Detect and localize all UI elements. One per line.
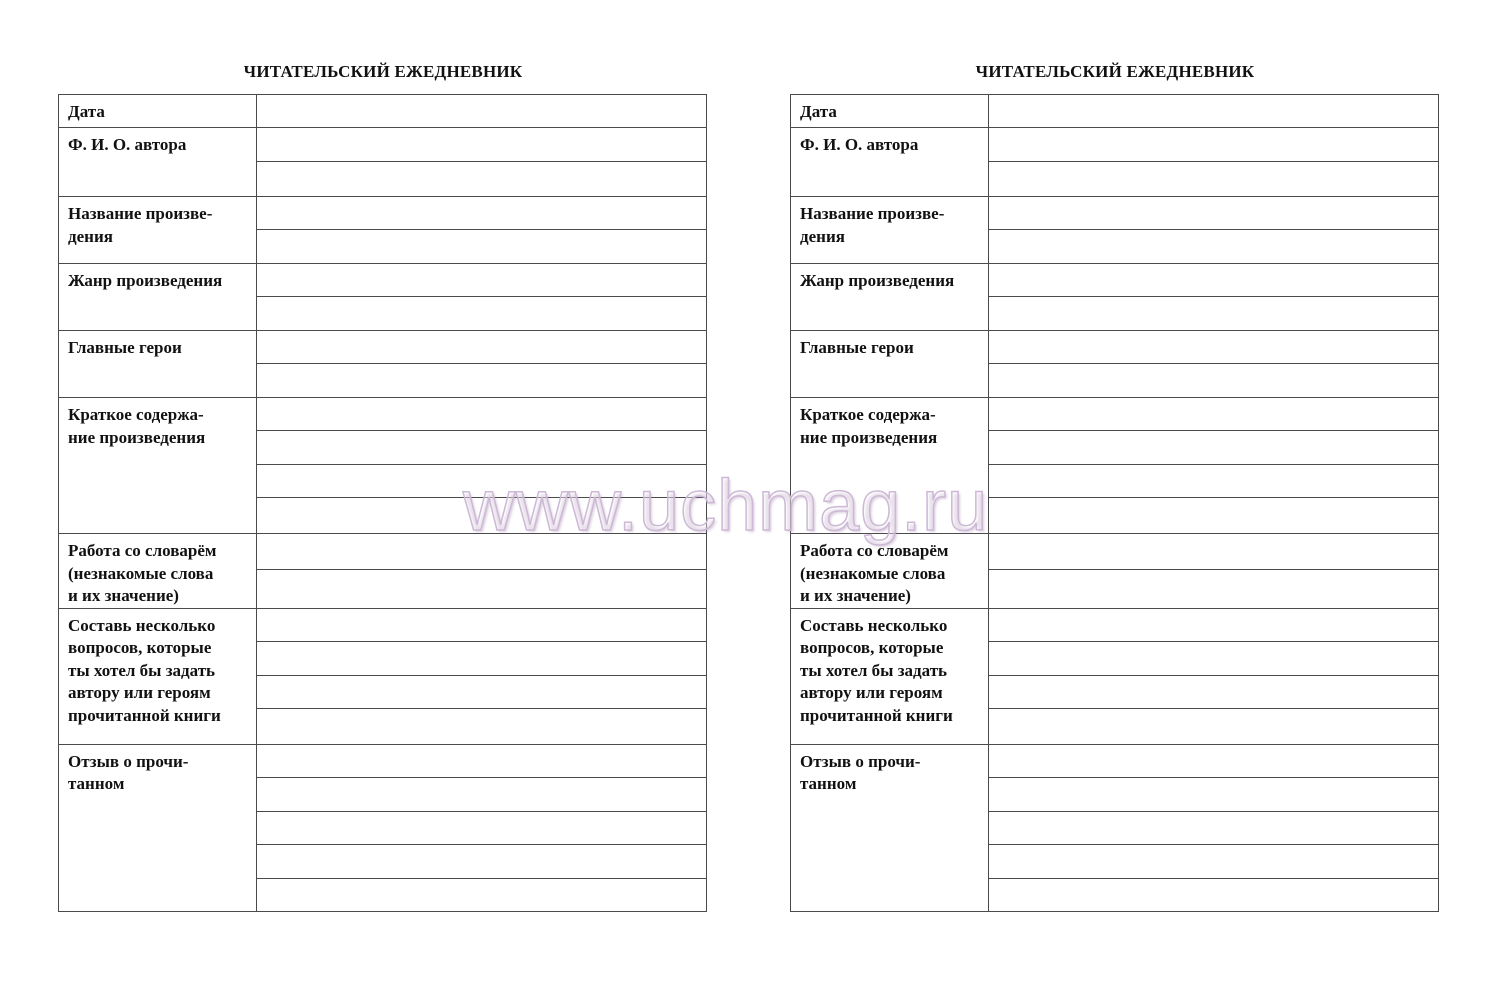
diary-row <box>791 331 1439 364</box>
page-title: ЧИТАТЕЛЬСКИЙ ЕЖЕДНЕВНИК <box>975 62 1255 81</box>
diary-row <box>59 398 707 431</box>
writing-line[interactable] <box>989 708 1439 744</box>
diary-row <box>59 128 707 162</box>
diary-row <box>791 128 1439 162</box>
field-label: Жанр произведения <box>59 264 257 331</box>
writing-line[interactable] <box>257 569 707 608</box>
diary-page-right <box>790 0 1440 1003</box>
watermark: www.uchmag.ru <box>463 466 989 546</box>
writing-line[interactable] <box>257 465 707 498</box>
writing-line[interactable] <box>989 431 1439 465</box>
writing-line[interactable] <box>989 498 1439 534</box>
writing-line[interactable] <box>257 641 707 675</box>
writing-line[interactable] <box>257 498 707 534</box>
field-label: Ф. И. О. автора <box>791 128 989 197</box>
writing-line[interactable] <box>257 364 707 398</box>
writing-line[interactable] <box>989 398 1439 431</box>
diary-row <box>59 331 707 364</box>
diary-row <box>791 534 1439 570</box>
diary-row <box>59 744 707 777</box>
writing-line[interactable] <box>257 708 707 744</box>
field-label: Главные герои <box>59 331 257 398</box>
field-label: Составь несколько вопросов, которые ты хотел бы задать автору или героям прочитанной книги <box>791 608 989 744</box>
writing-line[interactable] <box>989 197 1439 230</box>
field-label: Работа со словарём (незнакомые слова и их значение) <box>59 534 257 609</box>
field-label: Ф. И. О. автора <box>59 128 257 197</box>
writing-line[interactable] <box>989 264 1439 297</box>
field-label: Краткое содержа- ние произведения <box>791 398 989 534</box>
diary-row <box>791 398 1439 431</box>
field-label: Дата <box>59 95 257 128</box>
field-label: Название произве- дения <box>791 197 989 264</box>
writing-line[interactable] <box>257 534 707 570</box>
writing-line[interactable] <box>257 128 707 162</box>
writing-line[interactable] <box>257 744 707 777</box>
writing-line[interactable] <box>257 162 707 197</box>
writing-line[interactable] <box>989 569 1439 608</box>
diary-row <box>791 95 1439 128</box>
writing-line[interactable] <box>989 534 1439 570</box>
writing-line[interactable] <box>989 230 1439 264</box>
writing-line[interactable] <box>989 465 1439 498</box>
writing-line[interactable] <box>257 297 707 331</box>
writing-line[interactable] <box>989 811 1439 844</box>
writing-line[interactable] <box>989 364 1439 398</box>
field-label: Отзыв о прочи- танном <box>791 744 989 911</box>
diary-row <box>791 744 1439 777</box>
writing-line[interactable] <box>989 744 1439 777</box>
writing-line[interactable] <box>257 811 707 844</box>
writing-line[interactable] <box>257 608 707 641</box>
field-label: Работа со словарём (незнакомые слова и их значение) <box>791 534 989 609</box>
writing-line[interactable] <box>257 431 707 465</box>
writing-line[interactable] <box>989 844 1439 878</box>
writing-line[interactable] <box>257 844 707 878</box>
writing-line[interactable] <box>257 777 707 811</box>
diary-row <box>59 608 707 641</box>
writing-line[interactable] <box>989 297 1439 331</box>
diary-row <box>791 608 1439 641</box>
writing-line[interactable] <box>989 128 1439 162</box>
writing-line[interactable] <box>989 641 1439 675</box>
writing-line[interactable] <box>989 95 1439 128</box>
writing-line[interactable] <box>257 95 707 128</box>
writing-line[interactable] <box>257 675 707 708</box>
diary-row <box>791 264 1439 297</box>
writing-line[interactable] <box>257 878 707 911</box>
diary-row <box>59 95 707 128</box>
diary-row <box>59 264 707 297</box>
writing-line[interactable] <box>989 331 1439 364</box>
field-label: Название произве- дения <box>59 197 257 264</box>
diary-page-left <box>58 0 708 1003</box>
writing-line[interactable] <box>989 675 1439 708</box>
field-label: Отзыв о прочи- танном <box>59 744 257 911</box>
diary-table <box>58 94 707 912</box>
writing-line[interactable] <box>257 197 707 230</box>
writing-line[interactable] <box>989 777 1439 811</box>
field-label: Составь несколько вопросов, которые ты хотел бы задать автору или героям прочитанной книги <box>59 608 257 744</box>
page-title: ЧИТАТЕЛЬСКИЙ ЕЖЕДНЕВНИК <box>243 62 523 81</box>
writing-line[interactable] <box>257 331 707 364</box>
diary-row <box>59 534 707 570</box>
writing-line[interactable] <box>989 608 1439 641</box>
writing-line[interactable] <box>257 398 707 431</box>
field-label: Краткое содержа- ние произведения <box>59 398 257 534</box>
writing-line[interactable] <box>989 878 1439 911</box>
diary-row <box>791 197 1439 230</box>
diary-row <box>59 197 707 230</box>
field-label: Главные герои <box>791 331 989 398</box>
field-label: Дата <box>791 95 989 128</box>
writing-line[interactable] <box>257 230 707 264</box>
field-label: Жанр произведения <box>791 264 989 331</box>
writing-line[interactable] <box>257 264 707 297</box>
writing-line[interactable] <box>989 162 1439 197</box>
diary-table <box>790 94 1439 912</box>
